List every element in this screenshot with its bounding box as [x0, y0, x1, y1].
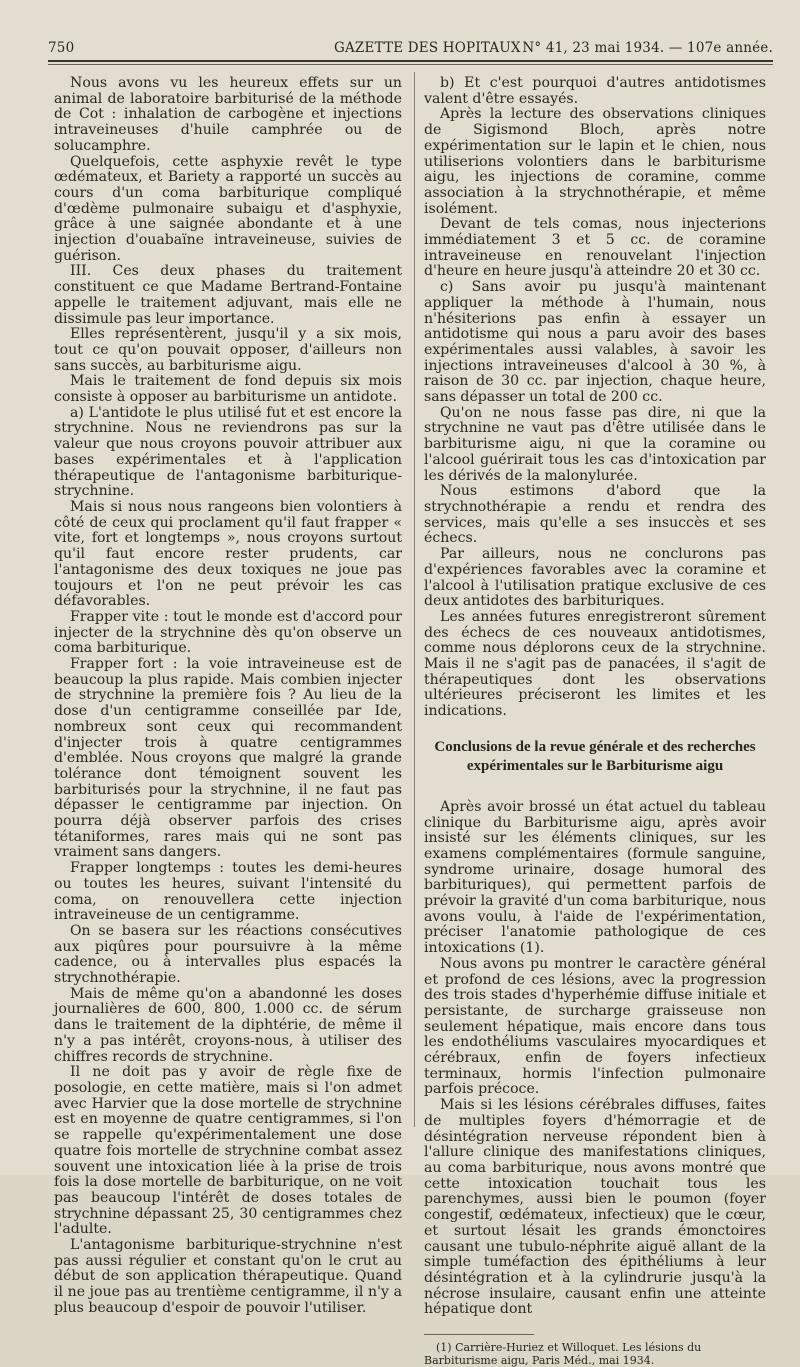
paragraph: a) L'antidote le plus utilisé fut et est encore la strychnine. Nous ne reviendrons pas sur la valeur que nous croyons pouvoir attribuer aux bases expérimentales et à l'application thérapeutique de l'antagonisme barbiturique-strychnine. — [54, 404, 402, 500]
paragraph: Après avoir brossé un état actuel du tableau clinique du Barbiturisme aigu, après avoir insisté sur les éléments cliniques, sur les examens complémentaires (formule sanguine, syndrome urinaire, dosage humoral des barbituriques), qui permettent parfois de prévoir la gravité d'un coma barbiturique, nous avons voulu, à l'aide de l'expérimentation, préciser l'anatomie pathologique de ces intoxications (1). — [424, 798, 766, 957]
section-heading-line: Conclusions de la revue générale et des recherches — [434, 738, 756, 755]
column-divider — [414, 72, 415, 1127]
header-rule — [48, 60, 773, 62]
paragraph: Nous estimons d'abord que la strychnothérapie a rendu et rendra des services, mais qu'elle a ses insuccès et ses échecs. — [424, 483, 766, 547]
footnote-rule — [424, 1334, 534, 1335]
paragraph: c) Sans avoir pu jusqu'à maintenant appliquer la méthode à l'humain, nous n'hésiterions pas enfin à essayer un antidotisme qui nous a paru avoir des bases expérimentales aussi valables, à savoir les injections intraveineuses d'alcool à 30 %, à raison de 30 cc. par injection, chaque heure, sans dépasser un total de 200 cc. — [424, 279, 766, 406]
journal-title: GAZETTE DES HOPITAUX — [334, 40, 521, 56]
paragraph: Frapper longtemps : toutes les demi-heures ou toutes les heures, suivant l'intensité du coma, on renouvellera cette injection intraveineuse de un centigramme. — [54, 860, 402, 924]
paragraph: b) Et c'est pourquoi d'autres antidotismes valent d'être essayés. — [424, 75, 766, 107]
paragraph: Nous avons vu les heureux effets sur un animal de laboratoire barbiturisé de la méthode de Cot : inhalation de carbogène et injections intraveineuses d'huile camphrée ou de solucamphre. — [54, 75, 402, 154]
paragraph: Mais de même qu'on a abandonné les doses journalières de 600, 800, 1.000 cc. de sérum dans le traitement de la diphtérie, de même il n'y a pas intérêt, croyons-nous, à utiliser des chiffres records de strychnine. — [54, 985, 402, 1065]
paragraph: Les années futures enregistreront sûrement des échecs de ces nouveaux antidotismes, comme nous déplorons ceux de la strychnine. Mais il ne s'agit pas de panacées, il s'agit de thérapeutiques dont les observations ultérieures préciseront les limites et les indications. — [424, 608, 766, 720]
footnote-text: (1) Carrière-Huriez et Willoquet. Les lésions du Barbiturisme aigu, Paris Méd., mai 1934. — [424, 1341, 702, 1367]
issue-info: N° 41, 23 mai 1934. — 107e année. — [522, 40, 773, 56]
paragraph: Devant de tels comas, nous injecterions immédiatement 3 et 5 cc. de coramine intraveineuse en renouvelant l'injection d'heure en heure jusqu'à atteindre 20 et 30 cc. — [424, 216, 766, 280]
paragraph: Il ne doit pas y avoir de règle fixe de posologie, en cette matière, mais si l'on admet avec Harvier que la dose mortelle de strychnine est en moyenne de quatre centigrammes, si l'on se rappelle qu'expérimentalement une dose quatre fois mortelle de strychnine combat assez souvent une intoxication liée à la prise de trois fois la dose mortelle de barbiturique, on ne voit pas beaucoup l'intérêt de doses totales de strychnine dépassant 25, 30 centigrammes chez l'adulte. — [54, 1064, 402, 1238]
paragraph: Par ailleurs, nous ne conclurons pas d'expériences favorables avec la coramine et l'alcool à l'utilisation pratique exclusive de ces deux antidotes des barbituriques. — [424, 546, 766, 610]
left-column — [54, 76, 402, 1317]
header-rule-thin — [48, 64, 773, 65]
paragraph: Frapper fort : la voie intraveineuse est de beaucoup la plus rapide. Mais combien injecter de strychnine la première fois ? Au lieu de la dose d'un centigramme conseillée par Ide, nombreux sont ceux qui recommandent d'injecter trois à quatre centigrammes d'emblée. Nous croyons que malgré la grande tolérance dont témoignent souvent les barbiturisés pour la strychnine, il ne faut pas dépasser le centigramme par injection. On pourra déjà observer parfois des crises tétaniformes, rares mais qui ne sont pas vraiment sans dangers. — [54, 656, 402, 861]
footnote — [424, 1341, 766, 1367]
section-heading — [424, 738, 766, 776]
right-column — [424, 76, 766, 1367]
paragraph: Nous avons pu montrer le caractère général et profond de ces lésions, avec la progression des trois stades d'hyperhémie diffuse initiale et persistante, de surcharge graisseuse non seulement hépatique, mais encore dans tous les endothéliums vasculaires myocardiques et cérébraux, enfin de foyers infectieux terminaux, hormis l'infection pulmonaire parfois précoce. — [424, 955, 766, 1098]
section-heading-line: expérimentales sur le Barbiturisme aigu — [466, 757, 724, 774]
paragraph: Mais si nous nous rangeons bien volontiers à côté de ceux qui proclament qu'il faut frapper « vite, fort et longtemps », nous croyons surtout qu'il faut encore rester prudents, car l'antagonisme des deux toxiques ne joue pas toujours et l'on ne peut prévoir les cas défavorables. — [54, 498, 402, 610]
paragraph: Qu'on ne nous fasse pas dire, ni que la strychnine ne vaut pas d'être utilisée dans le barbiturisme aigu, ni que la coramine ou l'alcool guérirait tous les cas d'intoxication par les dérivés de la malonylurée. — [424, 404, 766, 484]
paragraph: Après la lecture des observations cliniques de Sigismond Bloch, après notre expérimentation sur le lapin et le chien, nous utiliserions volontiers dans le barbiturisme aigu, les injections de coramine, comme association à la strychnothérapie, et même isolément. — [424, 106, 766, 217]
paragraph: Elles représentèrent, jusqu'il y a six mois, tout ce qu'on pouvait opposer, d'ailleurs non sans succès, au barbiturisme aigu. — [54, 326, 402, 374]
paragraph: Mais le traitement de fond depuis six mois consiste à opposer au barbiturisme un antidote. — [54, 373, 402, 406]
paragraph: Mais si les lésions cérébrales diffuses, faites de multiples foyers d'hémorragie et de désintégration nerveuse répondent bien à l'allure clinique des manifestations cliniques, au coma barbiturique, nous avons montré que cette intoxication touchait tous les parenchymes, aussi bien le poumon (foyer congestif, œdémateux, infectieux) que le cœur, et surtout lésait les grands émonctoires causant une tubulo-néphrite aiguë allant de la simple tuméfaction des épithéliums à leur désintégration et à la cylindrurie jusqu'à la nécrose insulaire, causant enfin une atteinte hépatique dont — [424, 1097, 766, 1318]
paragraph: III. Ces deux phases du traitement constituent ce que Madame Bertrand-Fontaine appelle le traitement adjuvant, mais elle ne dissimule pas leur importance. — [54, 263, 402, 327]
running-header — [48, 38, 773, 60]
paragraph: L'antagonisme barbiturique-strychnine n'est pas aussi régulier et constant qu'on le crut au début de son application thérapeutique. Quand il ne joue pas au trentième centigramme, il n'y a plus beaucoup d'espoir de pouvoir l'utiliser. — [54, 1237, 402, 1316]
page-number: 750 — [48, 40, 75, 56]
paragraph: On se basera sur les réactions consécutives aux piqûres pour poursuivre à la même cadence, ou à intervalles plus espacés la strychnothérapie. — [54, 922, 402, 987]
paragraph: Frapper vite : tout le monde est d'accord pour injecter de la strychnine dès qu'on observe un coma barbiturique. — [54, 608, 402, 657]
paragraph: Quelquefois, cette asphyxie revêt le type œdémateux, et Bariety a rapporté un succès au cours d'un coma barbiturique compliqué d'œdème pulmonaire subaigu et d'asphyxie, grâce à une saignée abondante et à une injection d'ouabaïne intraveineuse, suivies de guérison. — [54, 153, 402, 264]
